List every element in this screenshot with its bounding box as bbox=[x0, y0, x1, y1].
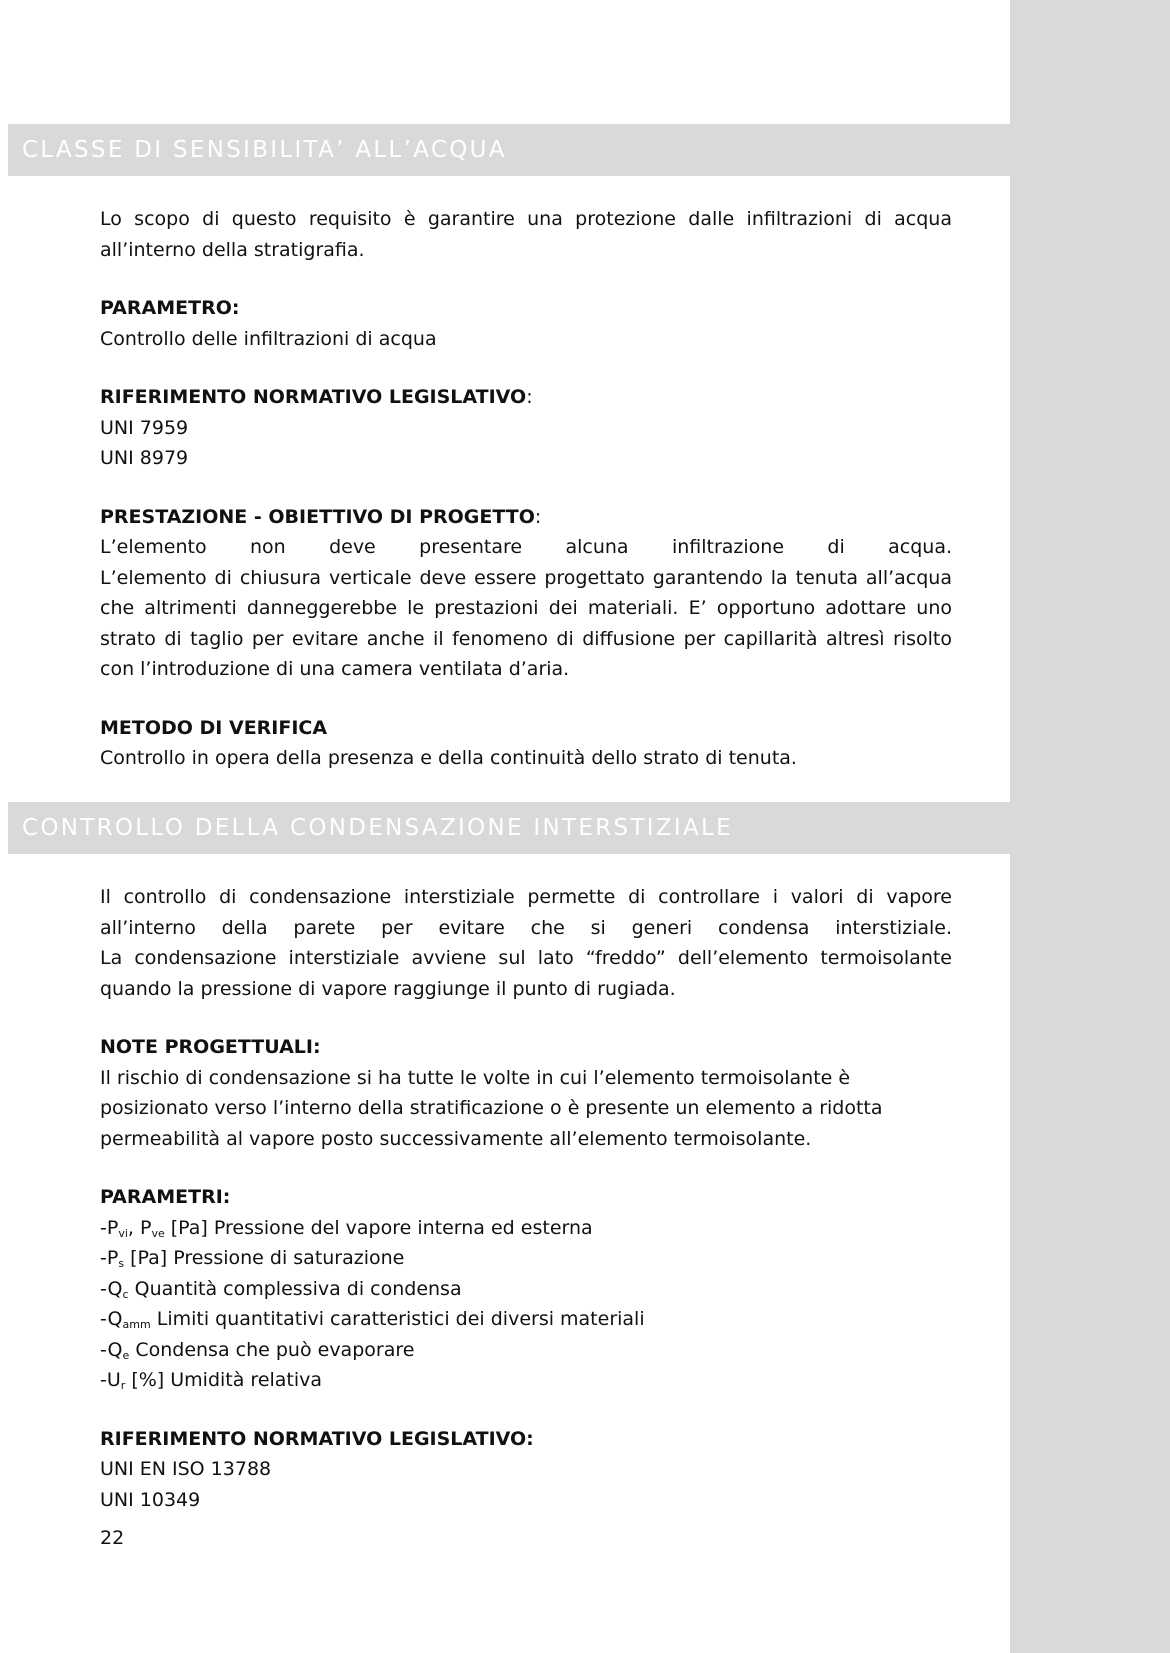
intro-line: all’interno della parete per evitare che si generi condensa interstiziale. bbox=[100, 916, 952, 939]
intro-line: quando la pressione di vapore raggiunge il punto di rugiada. bbox=[100, 977, 676, 1000]
prest-line: strato di taglio per evitare anche il fenomeno di diffusione per capillarità altresì risolto bbox=[100, 627, 952, 650]
prest-heading-line bbox=[100, 502, 952, 533]
side-margin-strip bbox=[1010, 0, 1170, 1653]
rif-colon: : bbox=[526, 386, 533, 408]
rif-item: UNI 8979 bbox=[100, 447, 189, 469]
param-item: $-P_s$ [Pa] Pressione di saturazione bbox=[100, 1247, 405, 1270]
parametro-heading: PARAMETRO: bbox=[100, 297, 240, 319]
page-number: 22 bbox=[100, 1527, 125, 1549]
note-heading: NOTE PROGETTUALI: bbox=[100, 1036, 321, 1058]
section-condensation-body bbox=[100, 882, 952, 1515]
prest-colon: : bbox=[534, 505, 542, 528]
note-line: permeabilità al vapore posto successivamente all’elemento termoisolante. bbox=[100, 1127, 812, 1150]
param-item: $-P_{vi}$, $P_{ve}$ [Pa] Pressione del vapore interna ed esterna bbox=[100, 1216, 593, 1240]
section-header-condensation: CONTROLLO DELLA CONDENSAZIONE INTERSTIZIALE bbox=[8, 802, 1010, 854]
intro-line: all’interno della stratigrafia. bbox=[100, 238, 365, 261]
metodo-text: Controllo in opera della presenza e della continuità dello strato di tenuta. bbox=[100, 747, 797, 769]
rif-heading-line bbox=[100, 382, 952, 413]
rif-item: UNI 10349 bbox=[100, 1488, 201, 1511]
parametri-heading: PARAMETRI: bbox=[100, 1186, 231, 1208]
note-line: Il rischio di condensazione si ha tutte le volte in cui l’elemento termoisolante è bbox=[100, 1066, 851, 1089]
intro-line: La condensazione interstiziale avviene sul lato “freddo” dell’elemento termoisolante bbox=[100, 947, 952, 969]
prest-line: con l’introduzione di una camera ventilata d’aria. bbox=[100, 658, 570, 680]
rif-item: UNI EN ISO 13788 bbox=[100, 1458, 272, 1480]
param-item: $-Q_c$ Quantità complessiva di condensa bbox=[100, 1277, 462, 1301]
section-header-edge bbox=[1160, 124, 1170, 176]
note-line: posizionato verso l’interno della stratificazione o è presente un elemento a ridotta bbox=[100, 1097, 883, 1119]
parametro-text: Controllo delle infiltrazioni di acqua bbox=[100, 327, 437, 350]
param-item: $-Q_{amm}$ Limiti quantitativi caratteristici dei diversi materiali bbox=[100, 1308, 645, 1331]
section-header-water-sensitivity: CLASSE DI SENSIBILITA’ ALL’ACQUA bbox=[8, 124, 1048, 176]
param-item: $-Q_e$ Condensa che può evaporare bbox=[100, 1338, 415, 1362]
intro-line: Lo scopo di questo requisito è garantire una protezione dalle infiltrazioni di acqua bbox=[100, 208, 952, 230]
prest-line: L’elemento non deve presentare alcuna infiltrazione di acqua. bbox=[100, 536, 952, 558]
rif-heading: RIFERIMENTO NORMATIVO LEGISLATIVO: bbox=[100, 1427, 534, 1450]
metodo-heading: METODO DI VERIFICA bbox=[100, 716, 328, 739]
prest-line: che altrimenti danneggerebbe le prestazioni dei materiali. E’ opportuno adottare uno bbox=[100, 597, 952, 619]
rif-heading: RIFERIMENTO NORMATIVO LEGISLATIVO bbox=[100, 386, 527, 408]
intro-line: Il controllo di condensazione interstiziale permette di controllare i valori di vapore bbox=[100, 886, 952, 908]
rif-item: UNI 7959 bbox=[100, 416, 189, 439]
prest-heading: PRESTAZIONE - OBIETTIVO DI PROGETTO bbox=[100, 505, 535, 528]
section-header-edge bbox=[1160, 802, 1170, 854]
prest-line: L’elemento di chiusura verticale deve essere progettato garantendo la tenuta all’acqua bbox=[100, 566, 952, 589]
param-item: $-U_r$ [%] Umidità relativa bbox=[100, 1369, 323, 1392]
section-water-sensitivity-body bbox=[100, 204, 952, 774]
